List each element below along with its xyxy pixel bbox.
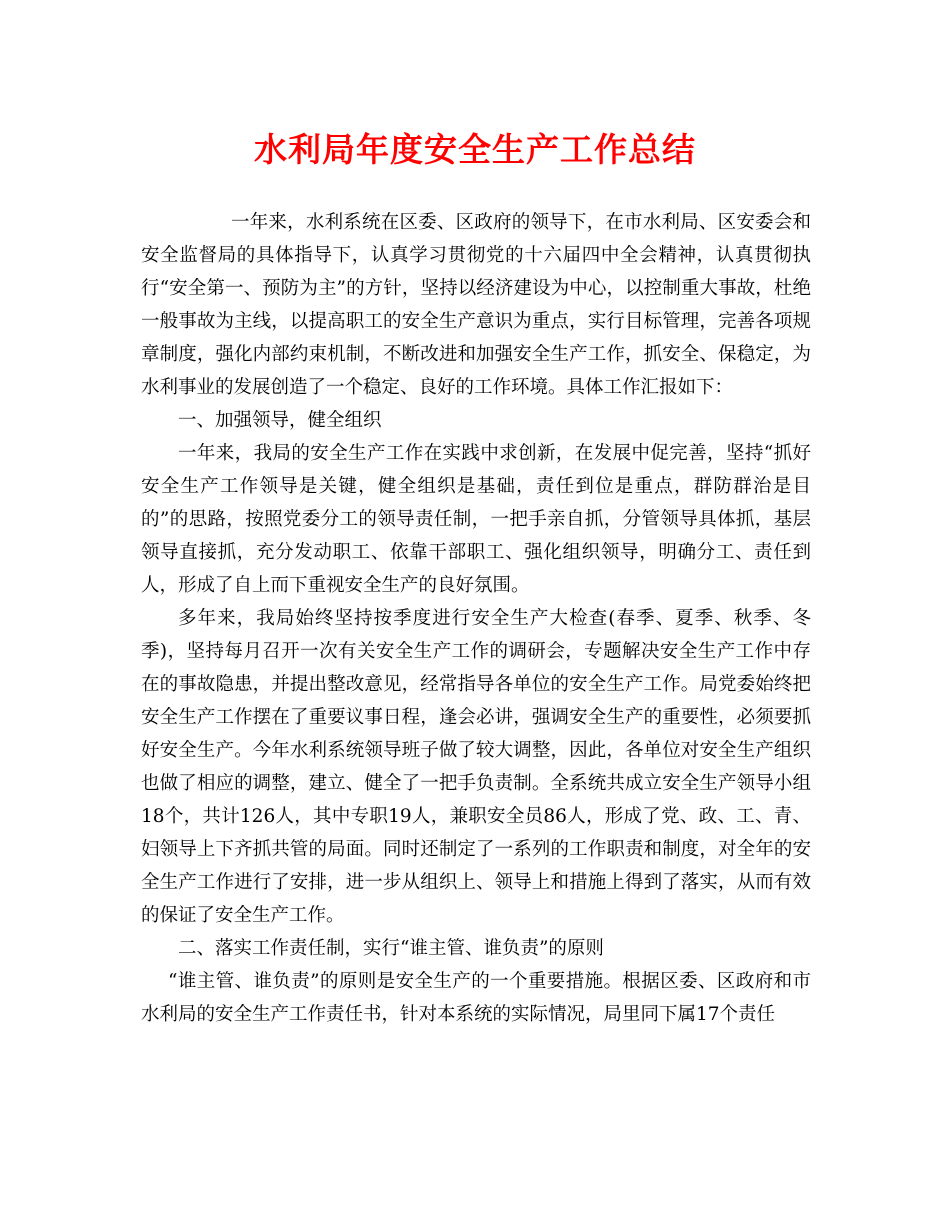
document-body [141,206,811,1031]
section-heading-1: 一、加强领导，健全组织 [178,410,382,431]
section-heading-2: 二、落实工作责任制，实行“谁主管、谁负责”的原则 [178,938,604,959]
paragraph-responsibility: “谁主管、谁负责”的原则是安全生产的一个重要措施。根据区委、区政府和市水利局的安全生产工作责任书，针对本系统的实际情况，局里同下属17个责任 [141,971,811,1025]
paragraph-leadership: 一年来，我局的安全生产工作在实践中求创新，在发展中促完善，坚持“抓好安全生产工作领导是关键，健全组织是基础，责任到位是重点，群防群治是目的”的思路，按照党委分工的领导责任制，一把手亲自抓，分管领导具体抓，基层领导直接抓，充分发动职工、依靠干部职工、强化组织领导，明确分工、责任到人，形成了自上而下重视安全生产的良好氛围。 [141,443,811,596]
paragraph-inspections: 多年来，我局始终坚持按季度进行安全生产大检查(春季、夏季、秋季、冬季)，坚持每月召开一次有关安全生产工作的调研会，专题解决安全生产工作中存在的事故隐患，并提出整改意见，经常指导各单位的安全生产工作。局党委始终把安全生产工作摆在了重要议事日程，逢会必讲，强调安全生产的重要性，必须要抓好安全生产。今年水利系统领导班子做了较大调整，因此，各单位对安全生产组织也做了相应的调整，建立、健全了一把手负责制。全系统共成立安全生产领导小组18个，共计126人，其中专职19人，兼职安全员86人，形成了党、政、工、青、妇领导上下齐抓共管的局面。同时还制定了一系列的工作职责和制度，对全年的安全生产工作进行了安排，进一步从组织上、领导上和措施上得到了落实，从而有效的保证了安全生产工作。 [141,608,811,926]
paragraph-intro: 一年来，水利系统在区委、区政府的领导下，在市水利局、区安委会和安全监督局的具体指导下，认真学习贯彻党的十六届四中全会精神，认真贯彻执行“安全第一、预防为主”的方针，坚持以经济建设为中心，以控制重大事故，杜绝一般事故为主线，以提高职工的安全生产意识为重点，实行目标管理，完善各项规章制度，强化内部约束机制，不断改进和加强安全生产工作，抓安全、保稳定，为水利事业的发展创造了一个稳定、良好的工作环境。具体工作汇报如下： [141,212,811,398]
document-title: 水利局年度安全生产工作总结 [254,130,696,169]
